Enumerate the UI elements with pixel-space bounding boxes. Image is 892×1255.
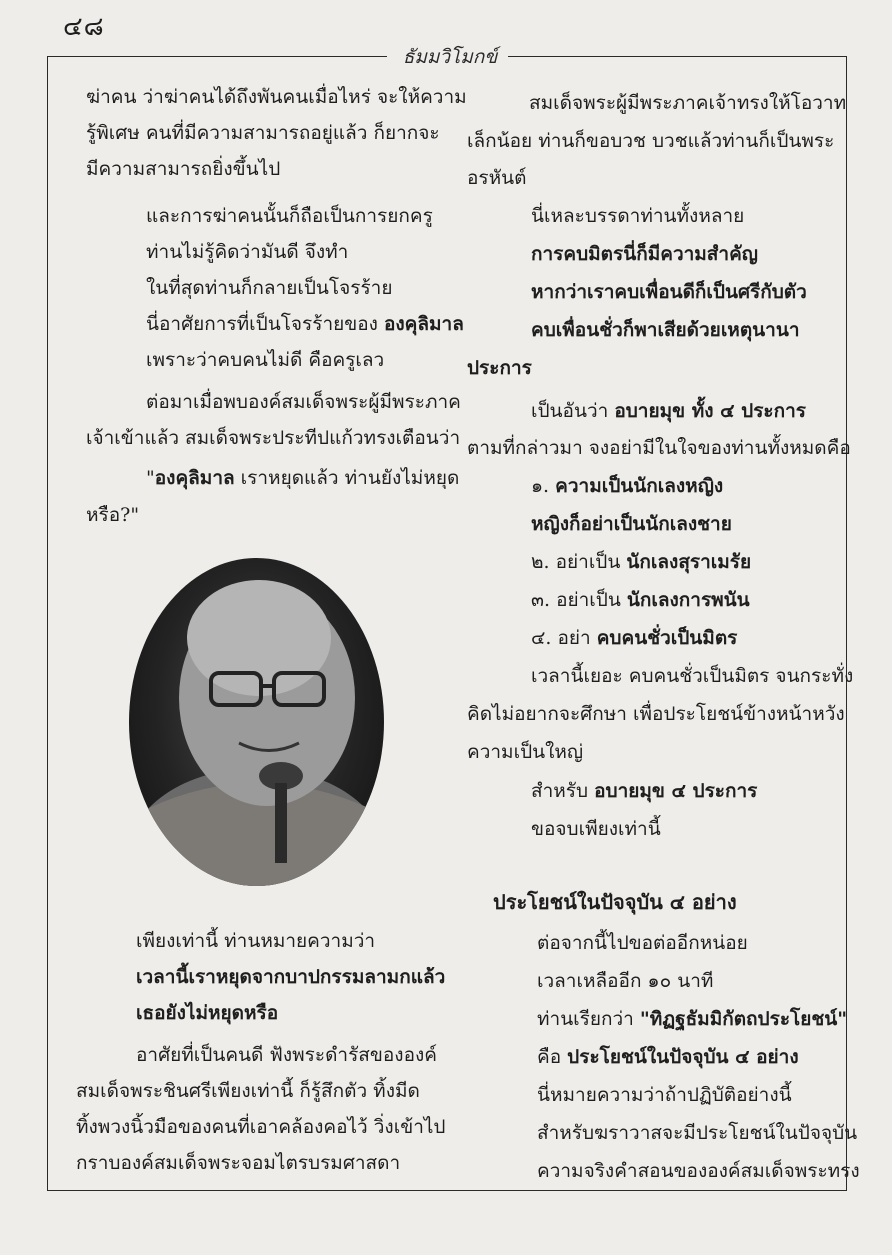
text-span: ท่านเรียกว่า (537, 1008, 634, 1030)
text-line: หญิงก็อย่าเป็นนักเลงชาย (531, 513, 732, 535)
text-emphasis: นักเลงการพนัน (626, 589, 750, 611)
portrait-illustration (129, 558, 384, 886)
name-angulimala: องคุลิมาล (154, 467, 235, 489)
list-number: ๔. อย่า (531, 627, 591, 649)
list-number: ๑. (531, 475, 550, 497)
text-line (146, 466, 459, 490)
text-line: เวลานี้เยอะ คบคนชั่วเป็นมิตร จนกระทั่ง (531, 665, 854, 687)
list-item (531, 626, 737, 650)
text-line: ต่อจากนี้ไปขอต่ออีกหน่อย (537, 932, 748, 954)
text-emphasis: นักเลงสุราเมรัย (626, 551, 752, 573)
list-item (531, 588, 750, 612)
name-angulimala: องคุลิมาล (383, 313, 464, 335)
text-line: ต่อมาเมื่อพบองค์สมเด็จพระผู้มีพระภาค (146, 391, 461, 413)
monk-portrait-photo (129, 558, 384, 886)
text-line (537, 1045, 799, 1069)
section-heading: ประโยชน์ในปัจจุบัน ๔ อย่าง (493, 890, 737, 914)
text-line: ประการ (467, 357, 532, 379)
text-line: นี่เหละบรรดาท่านทั้งหลาย (531, 205, 745, 227)
text-line: นี่หมายความว่าถ้าปฏิบัติอย่างนี้ (537, 1084, 792, 1106)
text-line: ในที่สุดท่านก็กลายเป็นโจรร้าย (146, 277, 393, 299)
text-line: สมเด็จพระผู้มีพระภาคเจ้าทรงให้โอวาท (529, 92, 847, 114)
text-span: เป็นอันว่า (531, 400, 609, 422)
text-emphasis: ความเป็นนักเลงหญิง (555, 475, 724, 497)
text-line: เพียงเท่านี้ ท่านหมายความว่า (136, 930, 376, 952)
text-span: คือ (537, 1046, 562, 1068)
text-line: เธอยังไม่หยุดหรือ (136, 1002, 279, 1024)
text-span: " (146, 467, 155, 489)
text-span: สำหรับ (531, 780, 589, 802)
text-line: เวลาเหลืออีก ๑๐ นาที (537, 970, 714, 992)
list-number: ๒. อย่าเป็น (531, 551, 621, 573)
text-line: อรหันต์ (467, 167, 527, 189)
text-emphasis: คบคนชั่วเป็นมิตร (596, 627, 738, 649)
text-line (531, 779, 757, 803)
running-title: ธัมมวิโมกข์ (402, 46, 498, 68)
text-emphasis: อบายมุข ทั้ง ๔ ประการ (614, 400, 806, 422)
text-line: คิดไม่อยากจะศึกษา เพื่อประโยชน์ข้างหน้าหวัง (467, 703, 845, 725)
text-line: และการฆ่าคนนั้นก็ถือเป็นการยกครู (146, 205, 433, 227)
text-line: หากว่าเราคบเพื่อนดีก็เป็นศรีกับตัว (531, 281, 807, 303)
list-number: ๓. อย่าเป็น (531, 589, 621, 611)
text-line: ฆ่าคน ว่าฆ่าคนได้ถึงพันคนเมื่อไหร่ จะให้ความ (86, 86, 467, 108)
list-item (531, 550, 751, 574)
text-line: สมเด็จพระชินศรีเพียงเท่านี้ ก็รู้สึกตัว ทิ้งมีด (76, 1080, 420, 1102)
text-line: ท่านไม่รู้คิดว่ามันดี จึงทำ (146, 241, 349, 263)
page-number: ๔๘ (63, 12, 105, 42)
text-line: ทิ้งพวงนิ้วมือของคนที่เอาคล้องคอไว้ วิ่งเข้าไป (76, 1116, 446, 1138)
text-emphasis: อบายมุข ๔ ประการ (594, 780, 758, 802)
text-line: ตามที่กล่าวมา จงอย่ามีในใจของท่านทั้งหมดคือ (467, 437, 851, 459)
text-line: เพราะว่าคบคนไม่ดี คือครูเลว (146, 349, 385, 371)
text-line (146, 312, 464, 336)
text-line: เจ้าเข้าแล้ว สมเด็จพระประทีปแก้วทรงเตือนว่า (86, 427, 461, 449)
text-line (531, 399, 806, 423)
text-line: หรือ?" (86, 504, 140, 526)
text-line: มีความสามารถยิ่งขึ้นไป (86, 158, 281, 180)
text-line: เวลานี้เราหยุดจากบาปกรรมลามกแล้ว (136, 966, 446, 988)
text-span: นี่อาศัยการที่เป็นโจรร้ายของ (146, 313, 378, 335)
text-line: สำหรับฆราวาสจะมีประโยชน์ในปัจจุบัน (537, 1122, 858, 1144)
text-line: กราบองค์สมเด็จพระจอมไตรบรมศาสดา (76, 1152, 401, 1174)
text-line: อาศัยที่เป็นคนดี ฟังพระดำรัสขององค์ (136, 1044, 437, 1066)
text-line (537, 1007, 847, 1031)
text-line: รู้พิเศษ คนที่มีความสามารถอยู่แล้ว ก็ยากจะ (86, 122, 440, 144)
text-line: ขอจบเพียงเท่านี้ (531, 818, 661, 840)
text-line: เล็กน้อย ท่านก็ขอบวช บวชแล้วท่านก็เป็นพระ (467, 130, 835, 152)
text-emphasis: "ทิฏฐธัมมิกัตถประโยชน์" (639, 1008, 848, 1030)
text-line: ความจริงคำสอนขององค์สมเด็จพระทรง (537, 1160, 860, 1182)
text-emphasis: ประโยชน์ในปัจจุบัน ๔ อย่าง (567, 1046, 799, 1068)
list-item (531, 474, 723, 498)
text-line: ความเป็นใหญ่ (467, 741, 584, 763)
text-line: การคบมิตรนี่ก็มีความสำคัญ (531, 243, 758, 265)
text-span: เราหยุดแล้ว ท่านยังไม่หยุด (234, 467, 460, 489)
text-line: คบเพื่อนชั่วก็พาเสียด้วยเหตุนานา (531, 319, 800, 341)
